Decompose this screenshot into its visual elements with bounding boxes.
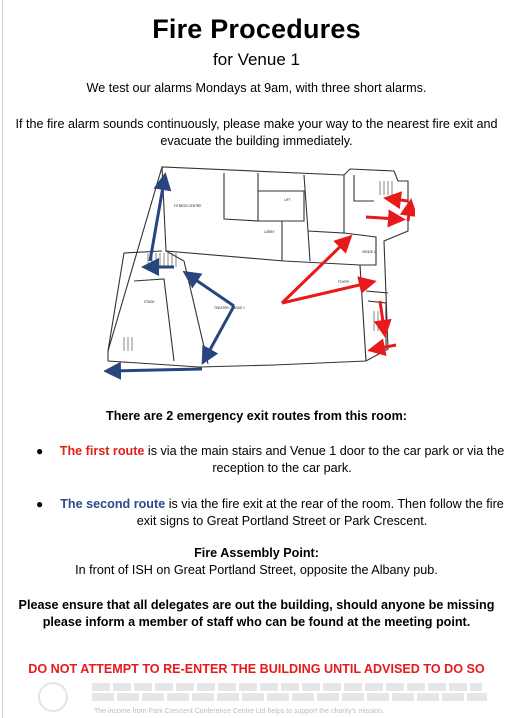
page-title: Fire Procedures [152,14,361,44]
second-route-description: is via the fire exit at the rear of the room. Then follow the fire exit signs to Great Portland Street or Park Crescent. [136,497,504,528]
page-subtitle: for Venue 1 [213,50,300,69]
footer-fine-print [92,683,492,701]
room-label-lobby: LOBBY [264,230,275,234]
footer-income-text: The income from Park Crescent Conference Centre Ltd helps to support the charity's mission. [94,708,385,715]
routes-heading: There are 2 emergency exit routes from this room: [106,409,407,423]
room-label-fitness: FITNESS CENTRE [174,204,202,208]
evacuate-text: If the fire alarm sounds continuously, please make your way to the nearest fire exit and evacuate the building immediately. [15,117,498,148]
room-label-venue1: VENUE 1 [362,250,376,254]
first-route-text [58,443,506,477]
first-route-label: The first route [59,444,145,458]
page-border [2,0,3,718]
room-label-foyer: FOYER [338,280,349,284]
floor-plan-map [104,161,415,387]
room-label-lift: LIFT [284,198,291,202]
assembly-point-text: In front of ISH on Great Portland Street, opposite the Albany pub. [75,563,438,577]
room-label-stage: STAGE [144,300,155,304]
charity-logo-icon [38,682,68,712]
bullet-icon: ● [36,444,44,458]
alarm-test-text: We test our alarms Mondays at 9am, with three short alarms. [86,81,427,95]
ensure-delegates-text: Please ensure that all delegates are out the building, should anyone be missing please inform a member of staff who can be found at the meeting point. [18,598,495,629]
bullet-icon: ● [36,497,44,511]
assembly-point-title: Fire Assembly Point: [194,546,319,560]
second-route-label: The second route [60,497,166,511]
second-route-text [58,496,506,530]
first-route-description: is via the main stairs and Venue 1 door to the car park or via the reception to the car park. [144,444,505,475]
do-not-reenter-warning: DO NOT ATTEMPT TO RE-ENTER THE BUILDING UNTIL ADVISED TO DO SO [28,662,485,676]
room-label-theatre: THEATRE / VENUE 1 [214,306,245,310]
